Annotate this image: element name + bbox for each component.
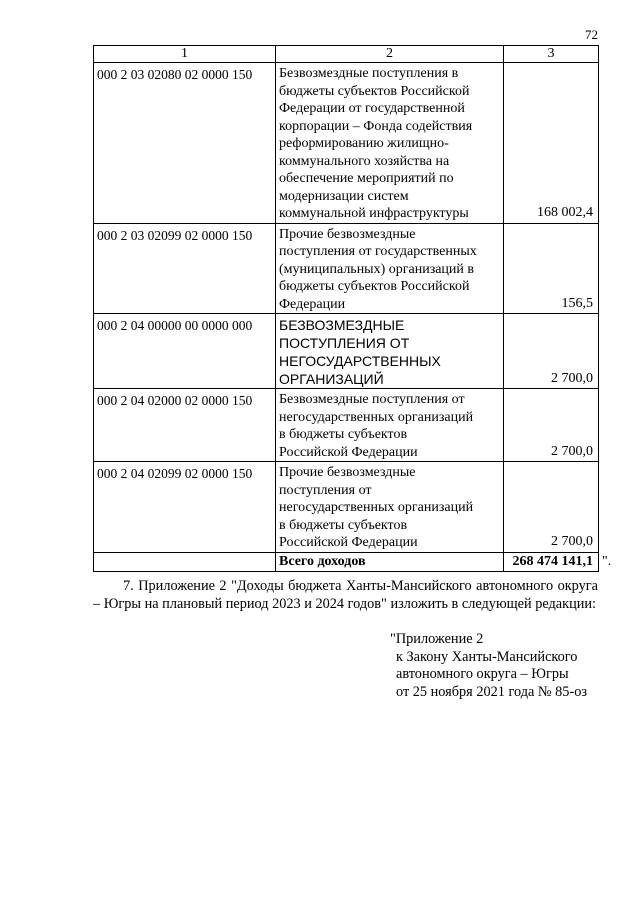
amendment-paragraph: 7. Приложение 2 "Доходы бюджета Ханты-Мансийского автономного округа – Югры на плановый период 2023 и 2024 годов" изложить в следующей редакции: xyxy=(93,578,598,612)
row-name-line: коммунального хозяйства на xyxy=(279,153,450,169)
row-name-line: Федерации xyxy=(279,296,346,312)
table-row xyxy=(94,314,639,389)
table-header-row xyxy=(94,46,639,63)
row-name-line: Прочие безвозмездные xyxy=(279,226,416,242)
row-amount: 2 700,0 xyxy=(504,389,599,462)
header-cell-amount: 3 xyxy=(504,46,599,63)
row-name xyxy=(276,223,504,314)
row-name-line: поступления от государственных xyxy=(279,244,477,259)
row-name-line: реформированию жилищно- xyxy=(279,136,449,151)
row-code: 000 2 04 02000 02 0000 150 xyxy=(94,389,276,462)
row-name-line: негосударственных организаций xyxy=(279,500,474,515)
closing-quote: ". xyxy=(602,554,612,569)
header-cell-code: 1 xyxy=(94,46,276,63)
total-label: Всего доходов xyxy=(276,552,504,571)
table-row xyxy=(94,389,639,462)
row-code: 000 2 03 02080 02 0000 150 xyxy=(94,63,276,224)
row-name-line: (муниципальных) организаций в xyxy=(279,261,475,277)
row-name-line: корпорации – Фонда содействия xyxy=(279,118,473,134)
row-name-line: Федерации от государственной xyxy=(279,101,465,116)
revenue-table xyxy=(93,45,639,572)
row-name-line: бюджеты субъектов Российской xyxy=(279,279,470,294)
row-name-line: Российской Федерации xyxy=(279,535,418,550)
row-amount: 156,5 xyxy=(504,223,599,314)
row-code: 000 2 04 00000 00 0000 000 xyxy=(94,314,276,389)
appendix-title: "Приложение 2 xyxy=(390,631,484,647)
table-row xyxy=(94,223,639,314)
row-name xyxy=(276,462,504,553)
row-name-line: бюджеты субъектов Российской xyxy=(279,83,470,99)
total-code-cell xyxy=(94,552,276,571)
row-name-line: коммунальной инфраструктуры xyxy=(279,206,469,221)
appendix-region-line: автономного округа – Югры xyxy=(396,666,569,682)
row-name-line: модернизации систем xyxy=(279,188,409,204)
row-name-line: в бюджеты субъектов xyxy=(279,427,408,442)
row-name-line: БЕЗВОЗМЕЗДНЫЕ xyxy=(279,317,405,333)
row-code: 000 2 03 02099 02 0000 150 xyxy=(94,223,276,314)
appendix-law-line: к Закону Ханты-Мансийского xyxy=(396,648,578,665)
total-row xyxy=(94,552,639,571)
row-amount: 2 700,0 xyxy=(504,462,599,553)
appendix-reference xyxy=(390,631,587,701)
row-name-line: ОРГАНИЗАЦИЙ xyxy=(279,371,384,387)
total-amount: 268 474 141,1 xyxy=(504,552,599,571)
row-amount: 2 700,0 xyxy=(504,314,599,389)
table-row xyxy=(94,462,639,553)
row-name-line: обеспечение мероприятий по xyxy=(279,171,454,186)
row-code: 000 2 04 02099 02 0000 150 xyxy=(94,462,276,553)
table-row xyxy=(94,63,639,224)
page-number: 72 xyxy=(585,27,598,42)
row-name xyxy=(276,314,504,389)
row-name-line: поступления от xyxy=(279,482,372,498)
row-name-line: Российской Федерации xyxy=(279,444,418,460)
row-name-line: в бюджеты субъектов xyxy=(279,517,408,533)
row-name xyxy=(276,63,504,224)
row-name-line: Безвозмездные поступления в xyxy=(279,66,459,81)
header-cell-name: 2 xyxy=(276,46,504,63)
row-name-line: Прочие безвозмездные xyxy=(279,465,416,480)
row-name-line: Безвозмездные поступления от xyxy=(279,392,465,407)
appendix-date-line: от 25 ноября 2021 года № 85-оз xyxy=(396,683,588,700)
row-name-line: негосударственных организаций xyxy=(279,409,474,425)
row-amount: 168 002,4 xyxy=(504,63,599,224)
row-name xyxy=(276,389,504,462)
row-name-line: НЕГОСУДАРСТВЕННЫХ xyxy=(279,353,441,369)
row-name-line: ПОСТУПЛЕНИЯ ОТ xyxy=(279,335,410,351)
